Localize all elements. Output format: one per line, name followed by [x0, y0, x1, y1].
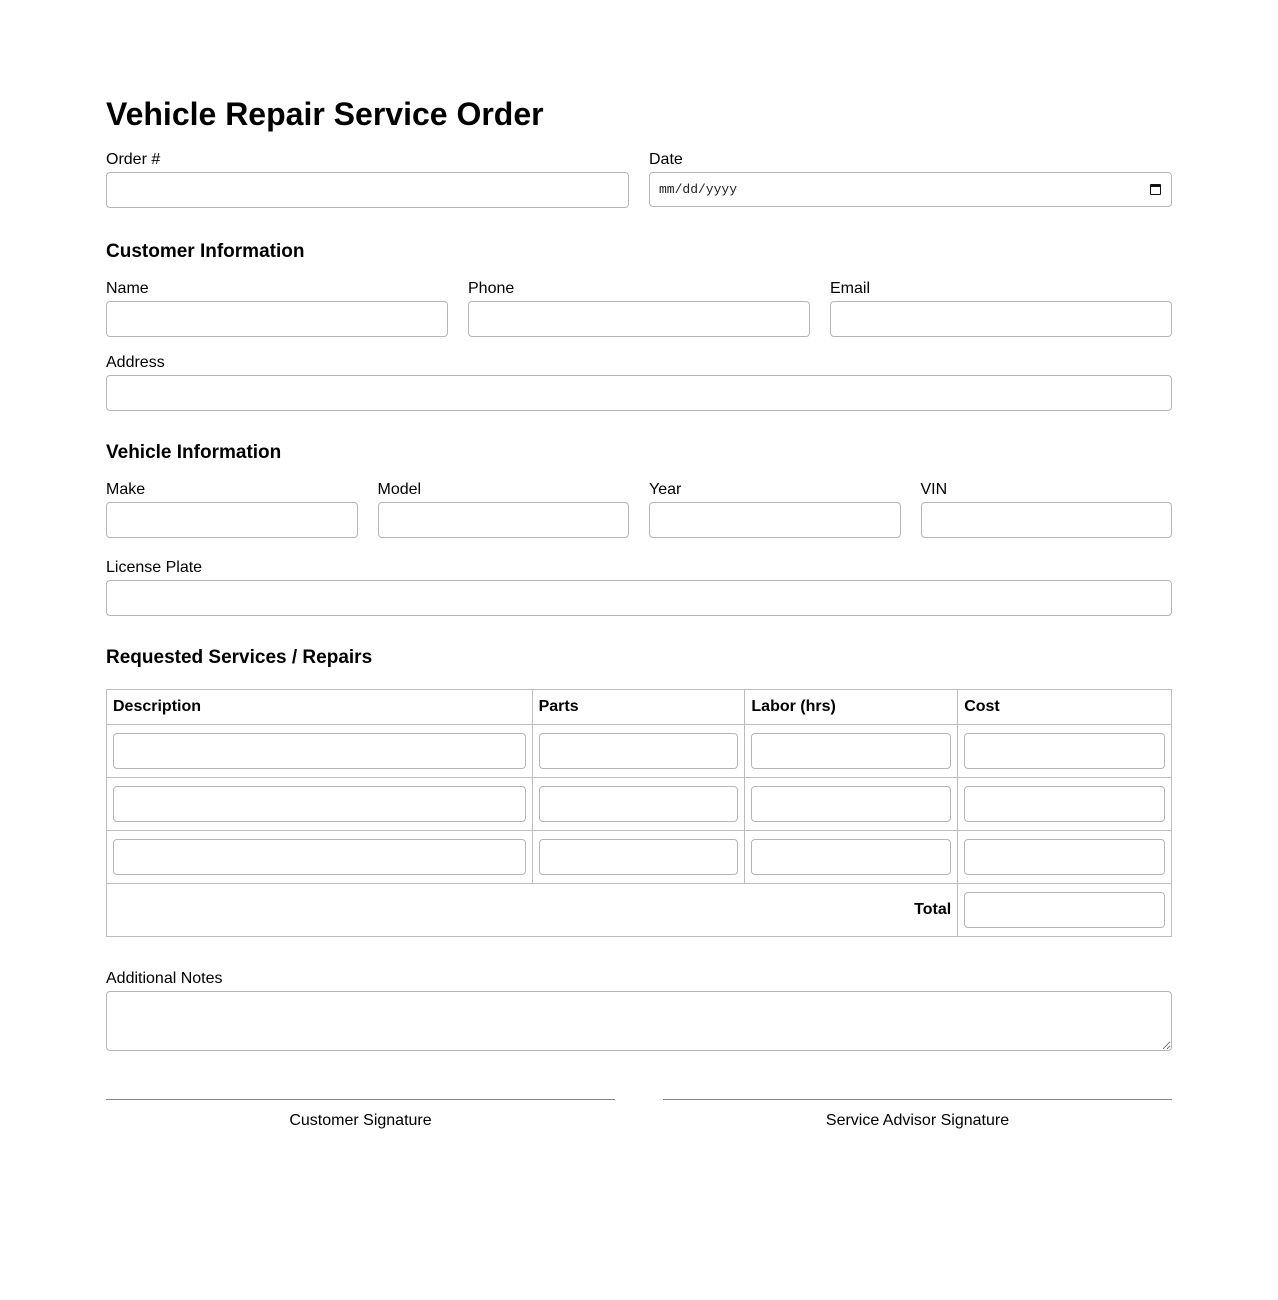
parts-cell: [532, 725, 745, 778]
order-number-label: Order #: [106, 151, 161, 168]
table-header-row: [107, 690, 1172, 725]
table-row: [107, 831, 1172, 884]
parts-input[interactable]: [539, 733, 739, 769]
date-input[interactable]: [649, 172, 1172, 207]
date-placeholder: mm/dd/yyyy: [659, 182, 738, 197]
services-section-heading: Requested Services / Repairs: [106, 647, 373, 668]
cost-input[interactable]: [964, 786, 1165, 822]
order-number-input[interactable]: [106, 172, 629, 208]
notes-textarea[interactable]: [106, 991, 1172, 1051]
year-input[interactable]: [649, 502, 901, 538]
order-number-field-group: [106, 150, 629, 208]
total-input[interactable]: [964, 892, 1165, 928]
date-label: Date: [649, 151, 683, 168]
vin-field-group: [921, 480, 1173, 538]
year-label: Year: [649, 481, 682, 498]
year-field-group: [649, 480, 901, 538]
order-row: [106, 150, 1172, 208]
cost-cell: [958, 831, 1172, 884]
description-cell: [107, 725, 533, 778]
advisor-signature-label: Service Advisor Signature: [825, 1112, 1010, 1129]
description-input[interactable]: [113, 839, 526, 875]
labor-cell: [745, 725, 958, 778]
make-input[interactable]: [106, 502, 358, 538]
address-input[interactable]: [106, 375, 1172, 411]
description-cell: [107, 778, 533, 831]
column-header-parts: Parts: [532, 690, 745, 725]
make-field-group: [106, 480, 358, 538]
vin-label: VIN: [920, 481, 948, 498]
total-row: [107, 884, 1172, 937]
table-row: [107, 725, 1172, 778]
parts-cell: [532, 778, 745, 831]
advisor-signature-line: [663, 1099, 1172, 1130]
customer-signature-label: Customer Signature: [289, 1112, 432, 1129]
address-label: Address: [106, 354, 165, 371]
column-header-labor: Labor (hrs): [745, 690, 958, 725]
table-row: [107, 778, 1172, 831]
notes-field-group: [106, 969, 1172, 1051]
column-header-cost: Cost: [958, 690, 1172, 725]
cost-cell: [958, 778, 1172, 831]
email-field-group: [830, 279, 1172, 337]
service-order-form: [106, 92, 1172, 1130]
notes-label: Additional Notes: [106, 970, 223, 987]
license-plate-input[interactable]: [106, 580, 1172, 616]
phone-label: Phone: [468, 280, 515, 297]
labor-input[interactable]: [751, 733, 951, 769]
customer-signature-line: [106, 1099, 615, 1130]
customer-section-heading: Customer Information: [106, 241, 305, 262]
customer-row: [106, 279, 1172, 337]
phone-field-group: [468, 279, 810, 337]
parts-input[interactable]: [539, 786, 739, 822]
labor-input[interactable]: [751, 786, 951, 822]
parts-input[interactable]: [539, 839, 739, 875]
description-input[interactable]: [113, 786, 526, 822]
description-input[interactable]: [113, 733, 526, 769]
column-header-description: Description: [107, 690, 533, 725]
vehicle-section-heading: Vehicle Information: [106, 442, 282, 463]
vehicle-row: [106, 480, 1172, 538]
labor-input[interactable]: [751, 839, 951, 875]
page-title: Vehicle Repair Service Order: [106, 96, 544, 132]
cost-input[interactable]: [964, 839, 1165, 875]
total-label: Total: [107, 884, 958, 937]
address-field-group: [106, 353, 1172, 411]
parts-cell: [532, 831, 745, 884]
phone-input[interactable]: [468, 301, 810, 337]
license-plate-label: License Plate: [106, 559, 203, 576]
services-table: [106, 689, 1172, 937]
email-input[interactable]: [830, 301, 1172, 337]
name-label: Name: [106, 280, 149, 297]
signature-row: [106, 1099, 1172, 1130]
vin-input[interactable]: [921, 502, 1173, 538]
name-input[interactable]: [106, 301, 448, 337]
total-cell: [958, 884, 1172, 937]
email-label: Email: [830, 280, 871, 297]
model-field-group: [378, 480, 630, 538]
cost-input[interactable]: [964, 733, 1165, 769]
labor-cell: [745, 778, 958, 831]
model-label: Model: [377, 481, 422, 498]
description-cell: [107, 831, 533, 884]
license-plate-field-group: [106, 558, 1172, 616]
labor-cell: [745, 831, 958, 884]
name-field-group: [106, 279, 448, 337]
make-label: Make: [106, 481, 146, 498]
cost-cell: [958, 725, 1172, 778]
date-field-group: [649, 150, 1172, 208]
model-input[interactable]: [378, 502, 630, 538]
calendar-icon[interactable]: [1150, 184, 1161, 195]
